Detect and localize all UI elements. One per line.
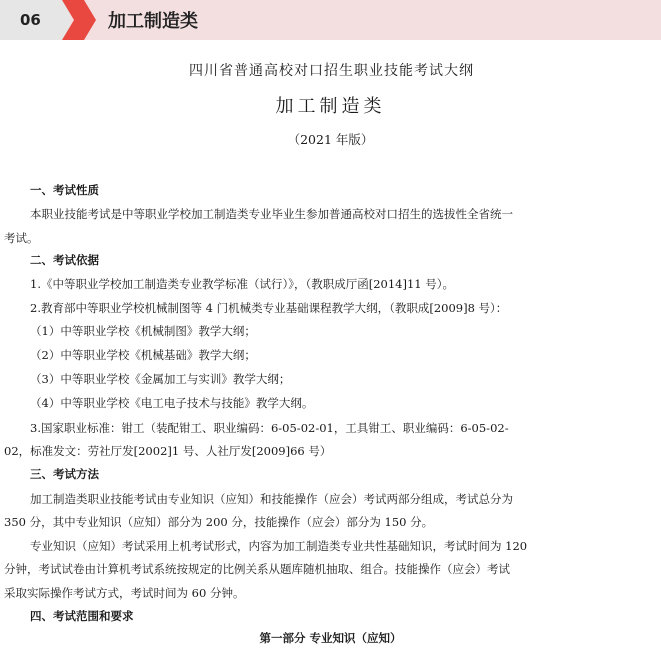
- paragraph-line: 本职业技能考试是中等职业学校加工制造类专业毕业生参加普通高校对口招生的选拔性全省统一: [30, 207, 513, 221]
- paragraph-line: 考试。: [4, 231, 39, 245]
- paragraph-line: 采取实际操作考试方式，考试时间为 60 分钟。: [4, 586, 245, 600]
- list-item: 02，标准发文：劳社厅发[2002]1 号、人社厅发[2009]66 号）: [4, 444, 332, 458]
- heading-exam-nature: 一、考试性质: [30, 183, 99, 197]
- document-title: 加工制造类: [275, 96, 386, 117]
- list-item: 3.国家职业标准：钳工（装配钳工、职业编码：6-05-02-01，工具钳工、职业编码：6-05-02-: [30, 421, 509, 435]
- paragraph-line: 分钟，考试试卷由计算机考试系统按规定的比例关系从题库随机抽取、组合。技能操作（应会）考试: [4, 562, 510, 576]
- list-item: （1）中等职业学校《机械制图》教学大纲；: [30, 324, 256, 338]
- paragraph-line: 350 分，其中专业知识（应知）部分为 200 分，技能操作（应会）部分为 150 分。: [4, 515, 434, 529]
- document-edition: （2021 年版）: [287, 132, 374, 147]
- list-item: 2.教育部中等职业学校机械制图等 4 门机械类专业基础课程教学大纲，（教职成[2009]8 号）：: [30, 301, 508, 315]
- paragraph-line: 专业知识（应知）考试采用上机考试形式，内容为加工制造类专业共性基础知识，考试时间为 120: [30, 539, 528, 553]
- list-item: （3）中等职业学校《金属加工与实训》教学大纲；: [30, 372, 291, 386]
- paragraph-line: 加工制造类职业技能考试由专业知识（应知）和技能操作（应会）考试两部分组成，考试总分为: [30, 492, 513, 506]
- section-number: 06: [0, 0, 70, 40]
- list-item: 1.《中等职业学校加工制造类专业教学标准（试行）》，（教职成厅函[2014]11 号）。: [30, 277, 454, 291]
- list-item: （2）中等职业学校《机械基础》教学大纲；: [30, 348, 256, 362]
- chevron-decoration-icon: [62, 0, 102, 40]
- heading-exam-basis: 二、考试依据: [30, 253, 99, 267]
- part-heading: 第一部分 专业知识（应知）: [259, 631, 402, 645]
- heading-exam-scope: 四、考试范围和要求: [30, 609, 134, 623]
- heading-exam-method: 三、考试方法: [30, 467, 99, 481]
- section-title: 加工制造类: [108, 11, 198, 32]
- document-super-title: 四川省普通高校对口招生职业技能考试大纲: [189, 63, 474, 79]
- section-banner: [0, 0, 661, 40]
- list-item: （4）中等职业学校《电工电子技术与技能》教学大纲。: [30, 396, 314, 410]
